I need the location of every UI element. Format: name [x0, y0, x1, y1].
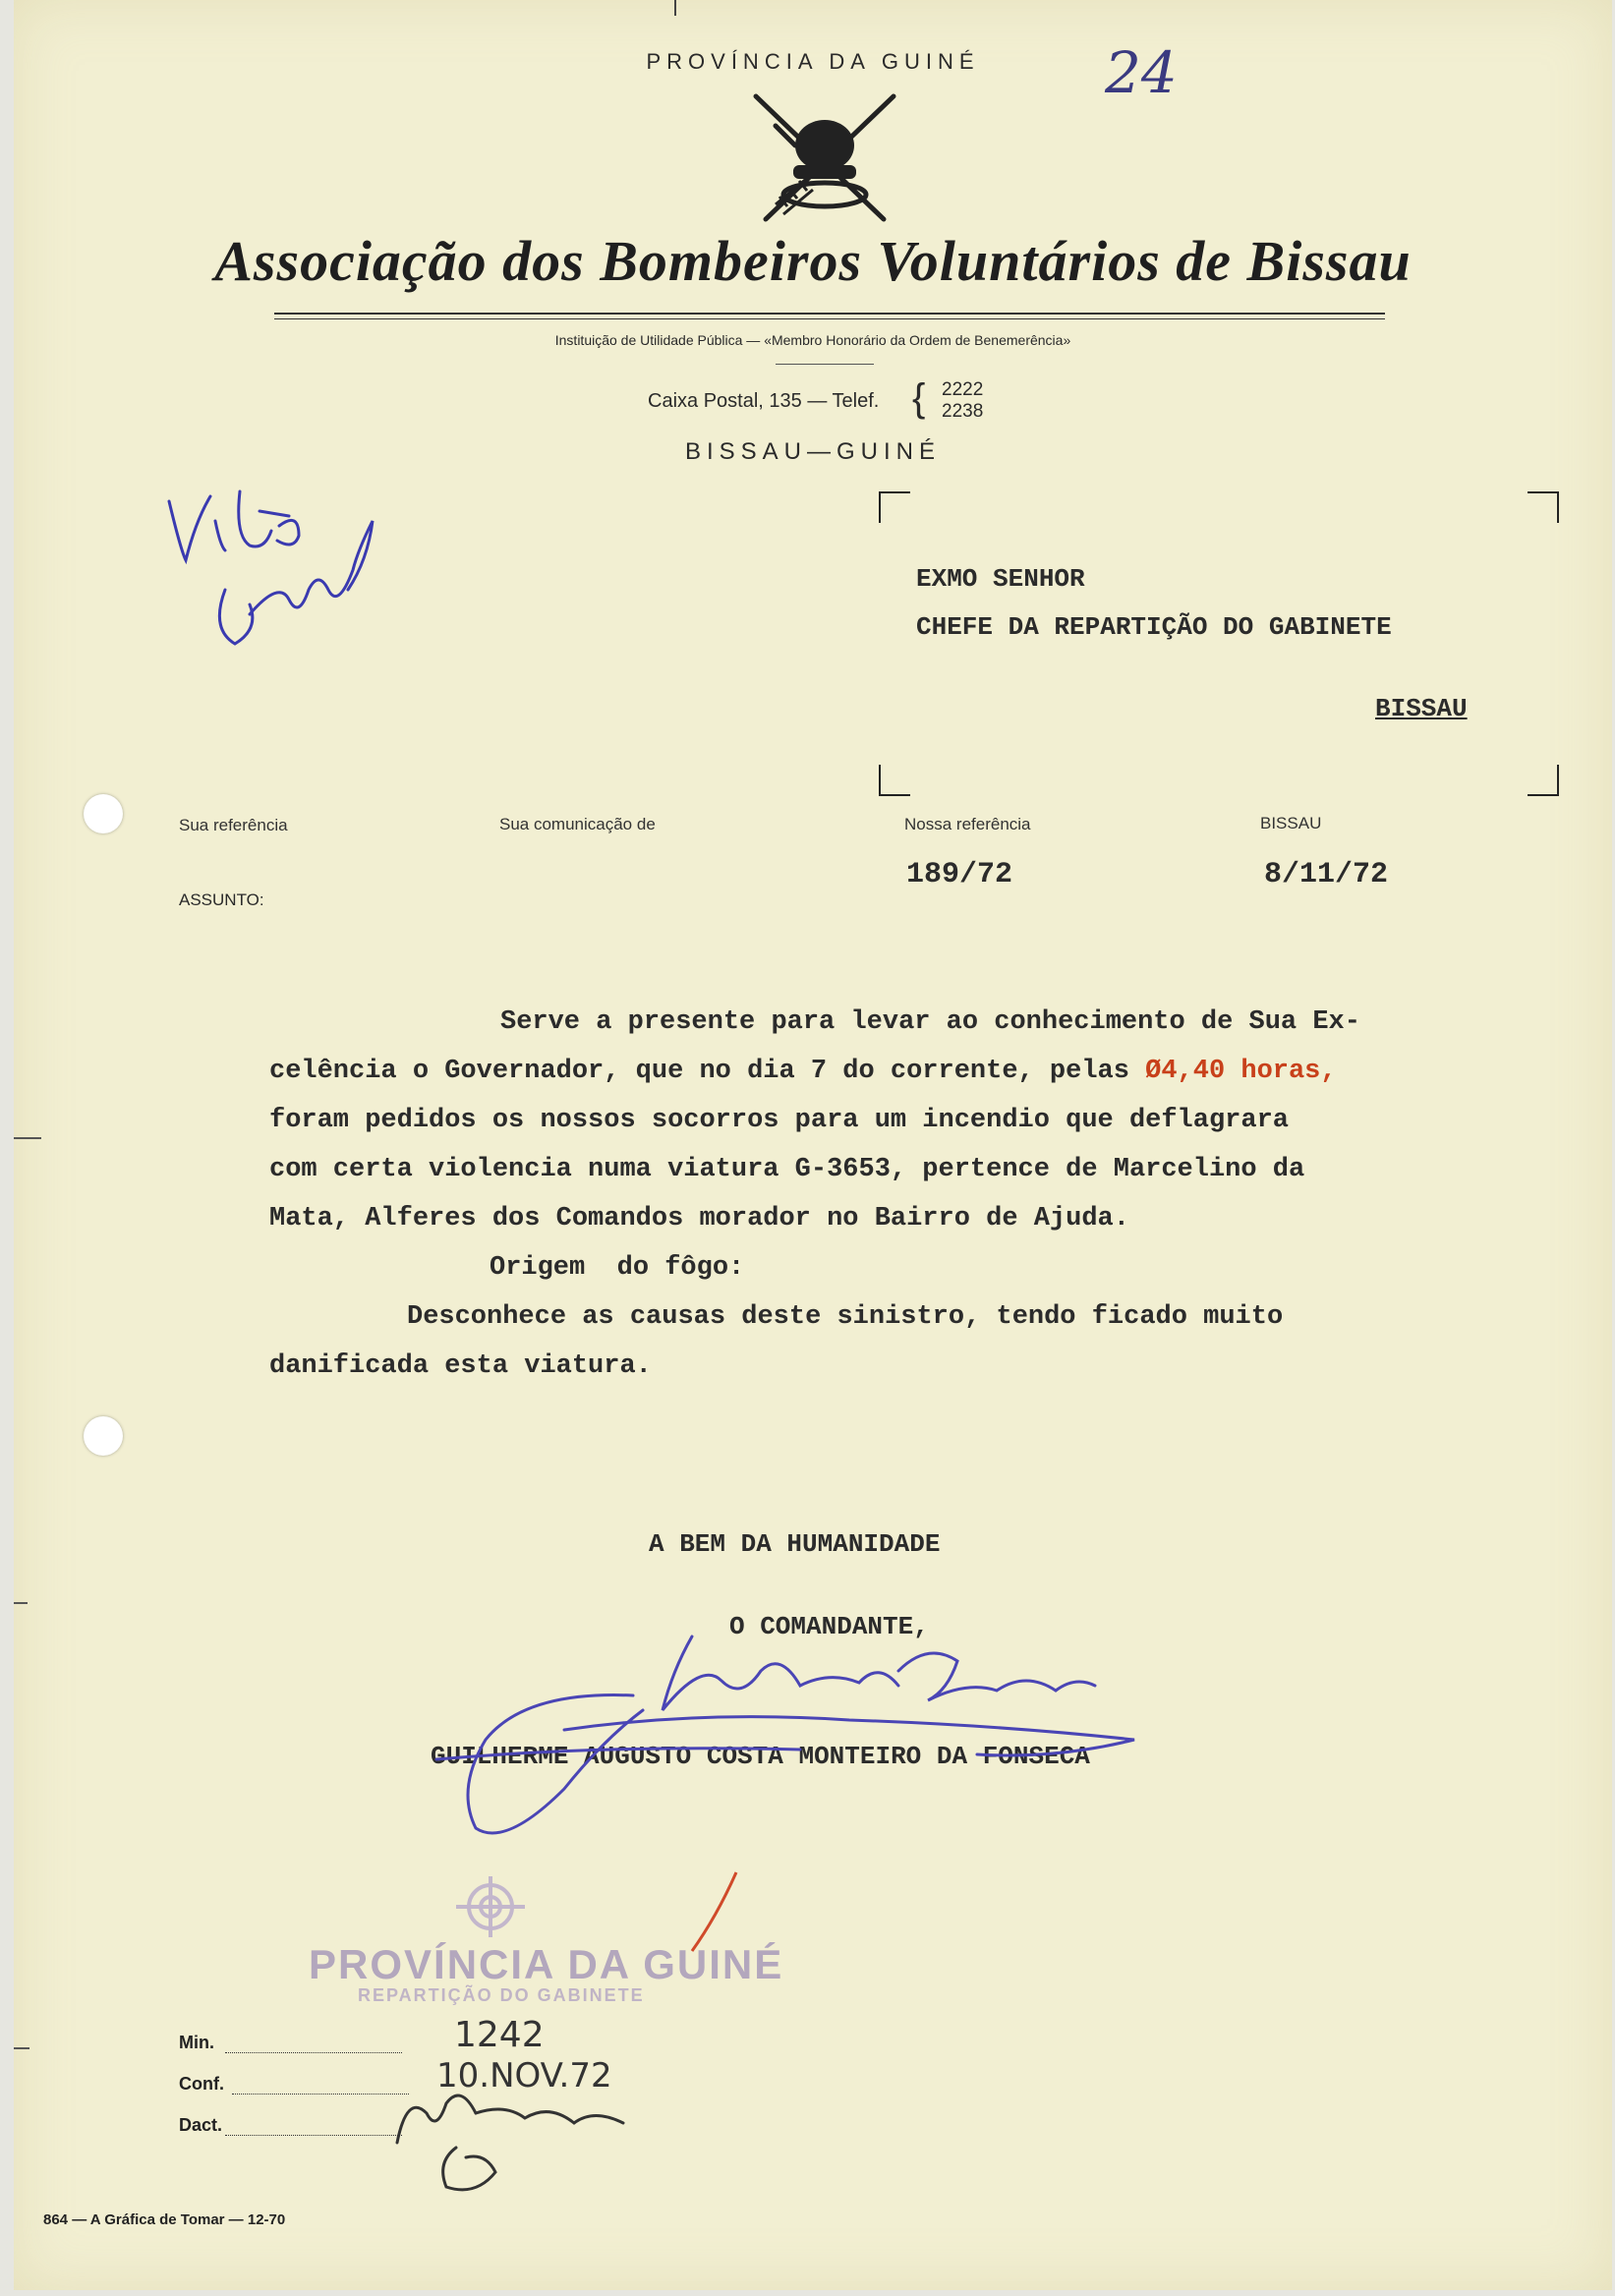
body-line: com certa violencia numa viatura G-3653, pertence de Marcelino da — [269, 1155, 1305, 1184]
body-line: Mata, Alferes dos Comandos morador no Bairro de Ajuda. — [269, 1204, 1129, 1234]
nossa-referencia-label: Nossa referência — [904, 815, 1031, 833]
assunto-label: ASSUNTO: — [179, 890, 264, 909]
incident-time: Ø4,40 horas, — [1145, 1057, 1337, 1086]
letter-date: 8/11/72 — [1264, 858, 1389, 891]
letter-page — [14, 0, 1612, 2290]
visto-signature-icon — [169, 491, 373, 644]
body-line: Origem do fôgo: — [490, 1253, 745, 1283]
divider — [274, 313, 1385, 315]
brace-glyph: { — [912, 376, 926, 420]
stamp-province: PROVÍNCIA DA GUINÉ — [309, 1941, 784, 1987]
recipient-salutation: EXMO SENHOR — [916, 564, 1085, 594]
punch-hole — [84, 794, 123, 833]
entry-number-handwritten: 1242 — [454, 2015, 545, 2055]
city-heading: BISSAU—GUINÉ — [684, 438, 942, 465]
firefighter-emblem-icon — [736, 86, 913, 234]
telephone-2: 2238 — [942, 401, 984, 422]
body-line: danificada esta viatura. — [269, 1351, 652, 1381]
margin-tick — [14, 1602, 28, 1604]
printer-imprint: 864 — A Gráfica de Tomar — 12-70 — [43, 2211, 286, 2228]
page-number-handwritten: 24 — [1105, 39, 1178, 106]
address-corner — [879, 491, 910, 523]
stamp-emblem-icon — [446, 1872, 535, 1941]
recipient-city: BISSAU — [1375, 694, 1468, 723]
initials-signature-icon — [397, 2095, 623, 2190]
punch-hole — [84, 1416, 123, 1456]
address-corner — [1528, 491, 1559, 523]
divider — [776, 364, 874, 365]
entry-date-handwritten: 10.NOV.72 — [436, 2056, 612, 2095]
bissau-label: BISSAU — [1260, 814, 1322, 832]
min-dotted-line — [225, 2052, 402, 2053]
body-text-span: celência o Governador, que no dia 7 do corrente, pelas — [269, 1057, 1146, 1086]
top-edge-mark — [674, 0, 676, 16]
recipient-title: CHEFE DA REPARTIÇÃO DO GABINETE — [916, 612, 1392, 642]
body-line — [269, 1047, 1360, 1096]
divider — [274, 318, 1385, 319]
postal-box: Caixa Postal, 135 — Telef. — [648, 390, 880, 412]
telephone-1: 2222 — [942, 379, 984, 400]
body-line: Serve a presente para levar ao conhecimento de Sua Ex- — [500, 1007, 1360, 1037]
body-line: Desconhece as causas deste sinistro, tendo ficado muito — [407, 1302, 1284, 1332]
sua-referencia-label: Sua referência — [179, 816, 288, 834]
signatory-title: O COMANDANTE, — [729, 1612, 929, 1641]
sua-comunicacao-label: Sua comunicação de — [499, 815, 656, 833]
conf-label: Conf. — [179, 2074, 224, 2094]
margin-tick — [14, 1137, 41, 1139]
red-check-mark-icon — [692, 1872, 736, 1951]
body-line: foram pedidos os nossos socorros para um incendio que deflagrara — [269, 1106, 1289, 1135]
address-corner — [1528, 765, 1559, 796]
stamp-department: REPARTIÇÃO DO GABINETE — [358, 1985, 645, 2005]
nossa-referencia-value: 189/72 — [906, 858, 1013, 891]
conf-dotted-line — [232, 2094, 409, 2095]
dact-label: Dact. — [179, 2115, 223, 2135]
letter-body — [269, 998, 1360, 1391]
signatory-name: GUILHERME AUGUSTO COSTA MONTEIRO DA FONSECA — [431, 1742, 1090, 1771]
commander-signature-icon — [436, 1636, 1134, 1833]
province-heading: PROVÍNCIA DA GUINÉ — [646, 49, 980, 74]
closing-greeting: A BEM DA HUMANIDADE — [649, 1529, 941, 1559]
institution-line: Instituição de Utilidade Pública — «Membro Honorário da Ordem de Benemerência» — [554, 332, 1071, 348]
address-corner — [879, 765, 910, 796]
dact-dotted-line — [225, 2135, 402, 2136]
association-name: Associação dos Bombeiros Voluntários de Bissau — [214, 229, 1412, 293]
min-label: Min. — [179, 2033, 214, 2052]
margin-tick — [14, 2047, 29, 2049]
